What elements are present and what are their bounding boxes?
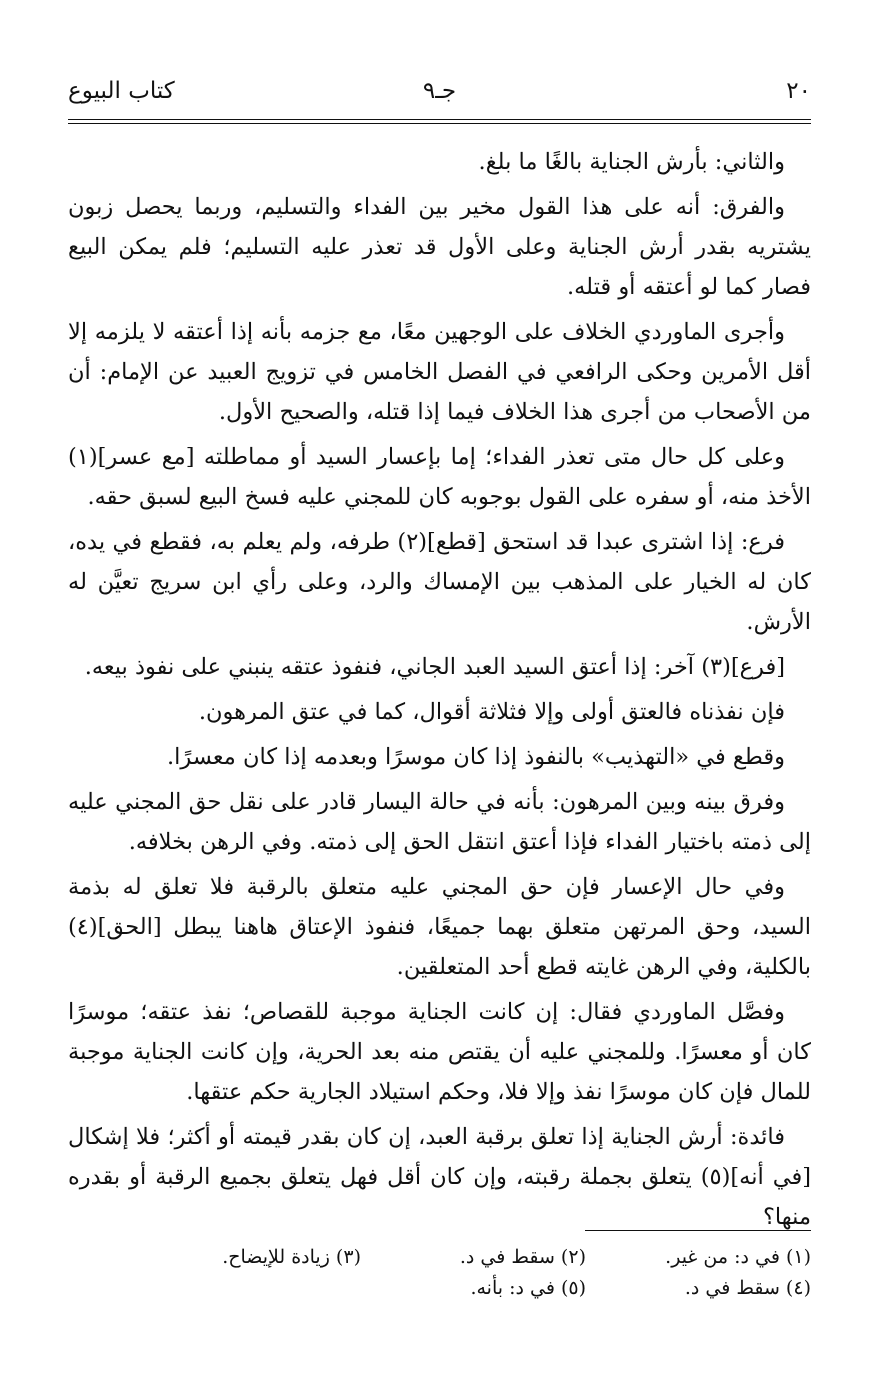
footnote: (٥) في د: بأنه. [470, 1277, 586, 1299]
page-header [68, 78, 811, 118]
paragraph: وفصَّل الماوردي فقال: إن كانت الجناية موجبة للقصاص؛ نفذ عتقه؛ موسرًا كان أو معسرًا. وللمجني عليه أن يقتص منه بعد الحرية، وإن كانت الجناية موجبة للمال فإن كان موسرًا نفذ وإلا فلا، وحكم استيلاد الجارية حكم عتقها. [68, 999, 811, 1105]
footnote-row [68, 1242, 811, 1273]
header-rule [68, 119, 811, 124]
footnote: (٢) سقط في د. [459, 1246, 586, 1268]
page-number: ٢٠ [786, 78, 811, 104]
paragraph: والفرق: أنه على هذا القول مخير بين الفداء والتسليم، وربما يحصل زبون يشتريه بقدر أرش الجناية وعلى الأول قد تعذر عليه التسليم؛ فلم يمكن البيع فصار كما لو أعتقه أو قتله. [68, 194, 811, 300]
paragraph: وعلى كل حال متى تعذر الفداء؛ إما بإعسار السيد أو مماطلته [مع عسر](١) الأخذ منه، أو سفره على القول بوجوبه كان للمجني عليه فسخ البيع لسبق حقه. [68, 444, 811, 510]
volume-label: جـ٩ [422, 78, 457, 104]
paragraph: والثاني: بأرش الجناية بالغًا ما بلغ. [478, 149, 785, 175]
paragraph: فائدة: أرش الجناية إذا تعلق برقبة العبد، إن كان بقدر قيمته أو أكثر؛ فلا إشكال [في أنه](٥) يتعلق بجملة رقبته، وإن كان أقل فهل يتعلق بجميع الرقبة أو بقدره منها؟ [68, 1124, 811, 1230]
paragraph: [فرع](٣) آخر: إذا أعتق السيد العبد الجاني، فنفوذ عتقه ينبني على نفوذ بيعه. [84, 654, 785, 680]
footnote: (١) في د: من غير. [665, 1246, 811, 1268]
footnote: (٤) سقط في د. [684, 1277, 811, 1299]
paragraph: فإن نفذناه فالعتق أولى وإلا فثلاثة أقوال، كما في عتق المرهون. [198, 699, 785, 725]
paragraph: فرع: إذا اشترى عبدا قد استحق [قطع](٢) طرفه، ولم يعلم به، فقطع في يده، كان له الخيار على المذهب بين الإمساك والرد، وعلى رأي ابن سريج تعيَّن له الأرش. [68, 529, 811, 635]
footnote: (٣) زيادة للإيضاح. [222, 1246, 361, 1268]
paragraph: وقطع في «التهذيب» بالنفوذ إذا كان موسرًا وبعدمه إذا كان معسرًا. [167, 744, 785, 770]
book-title: كتاب البيوع [68, 78, 175, 104]
paragraph: وفي حال الإعسار فإن حق المجني عليه متعلق بالرقبة فلا تعلق له بذمة السيد، وحق المرتهن متعلق بهما جميعًا، فنفوذ الإعتاق هاهنا يبطل [الحق](٤) بالكلية، وفي الرهن غايته قطع أحد المتعلقين. [68, 874, 811, 980]
main-text [68, 142, 811, 1242]
footnote-row [68, 1273, 811, 1304]
footnotes [68, 1242, 811, 1304]
paragraph: وأجرى الماوردي الخلاف على الوجهين معًا، مع جزمه بأنه إذا أعتقه لا يلزمه إلا أقل الأمرين وحكى الرافعي في الفصل الخامس في تزويج العبيد عن الإمام: أن من الأصحاب من أجرى هذا الخلاف فيما إذا قتله، والصحيح الأول. [68, 319, 811, 425]
footnote-rule [585, 1230, 811, 1231]
paragraph: وفرق بينه وبين المرهون: بأنه في حالة اليسار قادر على نقل حق المجني عليه إلى ذمته باختيار الفداء فإذا أعتق انتقل الحق إلى ذمته. وفي الرهن بخلافه. [68, 789, 811, 855]
